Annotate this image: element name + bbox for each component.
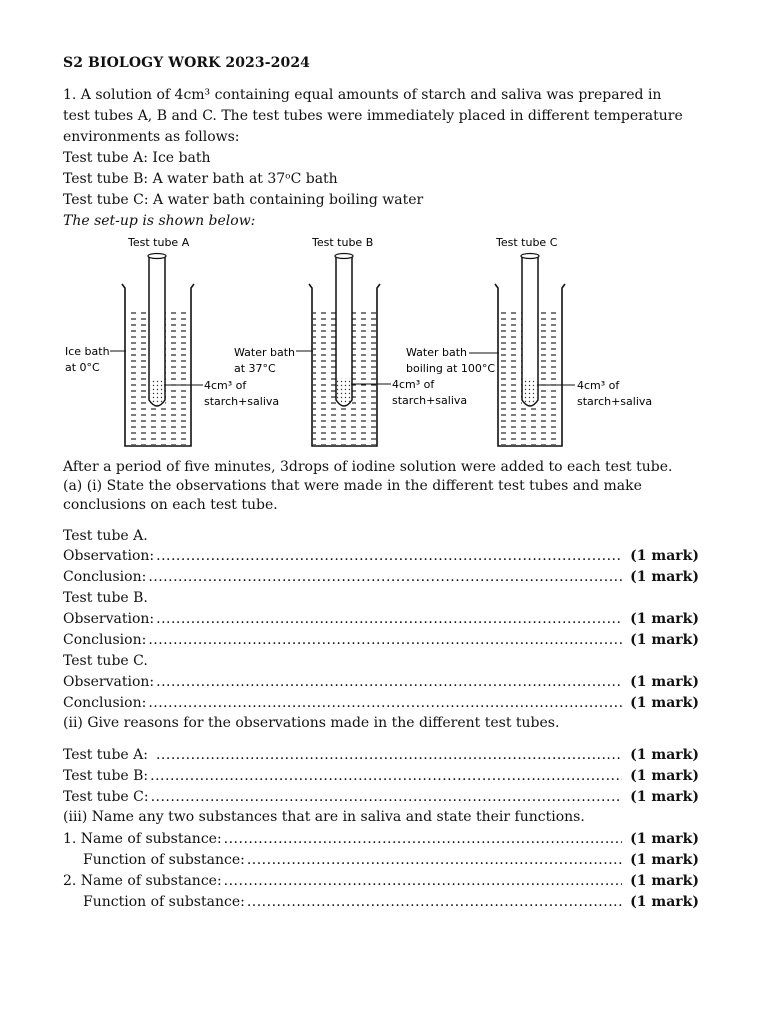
- answer-dotted-line[interactable]: [148, 568, 622, 586]
- answer-row-reason-a[interactable]: [63, 746, 699, 764]
- answer-row-c-observation[interactable]: [63, 673, 699, 691]
- answer-row-b-observation[interactable]: [63, 610, 699, 628]
- intro-line-3: environments as follows:: [63, 129, 240, 145]
- answer-label: Observation:: [63, 674, 155, 690]
- tube-b-title: Test tube B: [312, 236, 374, 249]
- answer-dotted-line[interactable]: [224, 830, 623, 848]
- answer-label: Conclusion:: [63, 569, 147, 585]
- mark-allocation: (1 mark): [630, 569, 699, 585]
- mark-allocation: (1 mark): [630, 747, 699, 763]
- bath-c-label-1: Water bath: [406, 346, 468, 359]
- answer-label: Observation:: [63, 548, 155, 564]
- bath-a-label-1: Ice bath: [65, 345, 110, 358]
- bath-c-label-2: boiling at 100°C: [406, 362, 496, 375]
- answer-dotted-line[interactable]: [156, 547, 622, 565]
- tube-c-heading: Test tube C.: [63, 653, 148, 669]
- tube-b-heading: Test tube B.: [63, 590, 148, 606]
- answer-label: Conclusion:: [63, 632, 147, 648]
- solution-a-label-2: starch+saliva: [204, 395, 280, 408]
- page-title: S2 BIOLOGY WORK 2023-2024: [63, 55, 311, 71]
- tube-c-title: Test tube C: [496, 236, 558, 249]
- answer-row-name-2[interactable]: [63, 872, 699, 890]
- tube-a-heading: Test tube A.: [63, 528, 148, 544]
- setup-caption: The set-up is shown below:: [63, 213, 256, 229]
- mark-allocation: (1 mark): [630, 611, 699, 627]
- question-a-ii: (ii) Give reasons for the observations made in the different test tubes.: [63, 715, 560, 731]
- mark-allocation: (1 mark): [630, 768, 699, 784]
- mark-allocation: (1 mark): [630, 873, 699, 889]
- setup-b: [234, 236, 467, 446]
- answer-dotted-line[interactable]: [148, 694, 622, 712]
- mark-allocation: (1 mark): [630, 831, 699, 847]
- answer-label: Test tube B:: [63, 768, 149, 784]
- bath-b-label-2: at 37°C: [234, 362, 276, 375]
- setup-a: [65, 236, 279, 446]
- answer-row-reason-b[interactable]: [63, 767, 699, 785]
- answer-label: Test tube A:: [63, 747, 148, 763]
- answer-label: Observation:: [63, 611, 155, 627]
- question-a-i-line-1: (a) (i) State the observations that were made in the different test tubes and make: [63, 478, 642, 494]
- intro-tube-a: Test tube A: Ice bath: [63, 150, 211, 166]
- intro-tube-b: Test tube B: A water bath at 37ᵒC bath: [63, 171, 338, 187]
- setup-c: [406, 236, 652, 446]
- answer-dotted-line[interactable]: [156, 673, 622, 691]
- bath-a-label-2: at 0°C: [65, 361, 100, 374]
- answer-row-a-observation[interactable]: [63, 547, 699, 565]
- answer-dotted-line[interactable]: [224, 872, 623, 890]
- mark-allocation: (1 mark): [630, 852, 699, 868]
- answer-row-a-conclusion[interactable]: [63, 568, 699, 586]
- answer-label: 1. Name of substance:: [63, 831, 222, 847]
- answer-dotted-line[interactable]: [247, 851, 622, 869]
- tube-a-title: Test tube A: [128, 236, 190, 249]
- answer-label: 2. Name of substance:: [63, 873, 222, 889]
- answer-label: Function of substance:: [83, 852, 245, 868]
- after-line-1: After a period of five minutes, 3drops of iodine solution were added to each test tube.: [63, 459, 673, 475]
- solution-b-label-2: starch+saliva: [392, 394, 468, 407]
- mark-allocation: (1 mark): [630, 695, 699, 711]
- solution-b-label-1: 4cm³ of: [392, 378, 435, 391]
- intro-line-2: test tubes A, B and C. The test tubes were immediately placed in different temperature: [63, 108, 683, 124]
- mark-allocation: (1 mark): [630, 632, 699, 648]
- starch-saliva-a: [150, 380, 164, 405]
- test-tube-setup-diagram: [60, 232, 660, 454]
- answer-label: Conclusion:: [63, 695, 147, 711]
- bath-b-label-1: Water bath: [234, 346, 296, 359]
- answer-dotted-line[interactable]: [156, 610, 622, 628]
- intro-tube-c: Test tube C: A water bath containing boiling water: [63, 192, 424, 208]
- answer-label: Test tube C:: [63, 789, 149, 805]
- solution-c-label-1: 4cm³ of: [577, 379, 620, 392]
- answer-dotted-line[interactable]: [247, 893, 622, 911]
- intro-line-1: 1. A solution of 4cm³ containing equal amounts of starch and saliva was prepared in: [63, 87, 662, 103]
- question-a-iii: (iii) Name any two substances that are in saliva and state their functions.: [63, 809, 585, 825]
- answer-row-function-1[interactable]: [83, 851, 699, 869]
- answer-row-c-conclusion[interactable]: [63, 694, 699, 712]
- mark-allocation: (1 mark): [630, 674, 699, 690]
- answer-dotted-line[interactable]: [156, 746, 622, 764]
- starch-saliva-b: [337, 378, 351, 405]
- answer-row-name-1[interactable]: [63, 830, 699, 848]
- mark-allocation: (1 mark): [630, 894, 699, 910]
- answer-row-reason-c[interactable]: [63, 788, 699, 806]
- answer-dotted-line[interactable]: [150, 767, 622, 785]
- mark-allocation: (1 mark): [630, 789, 699, 805]
- answer-label: Function of substance:: [83, 894, 245, 910]
- answer-row-b-conclusion[interactable]: [63, 631, 699, 649]
- answer-dotted-line[interactable]: [151, 788, 623, 806]
- starch-saliva-c: [523, 378, 537, 405]
- question-a-i-line-2: conclusions on each test tube.: [63, 497, 278, 513]
- answer-row-function-2[interactable]: [83, 893, 699, 911]
- mark-allocation: (1 mark): [630, 548, 699, 564]
- answer-dotted-line[interactable]: [148, 631, 622, 649]
- solution-a-label-1: 4cm³ of: [204, 379, 247, 392]
- solution-c-label-2: starch+saliva: [577, 395, 653, 408]
